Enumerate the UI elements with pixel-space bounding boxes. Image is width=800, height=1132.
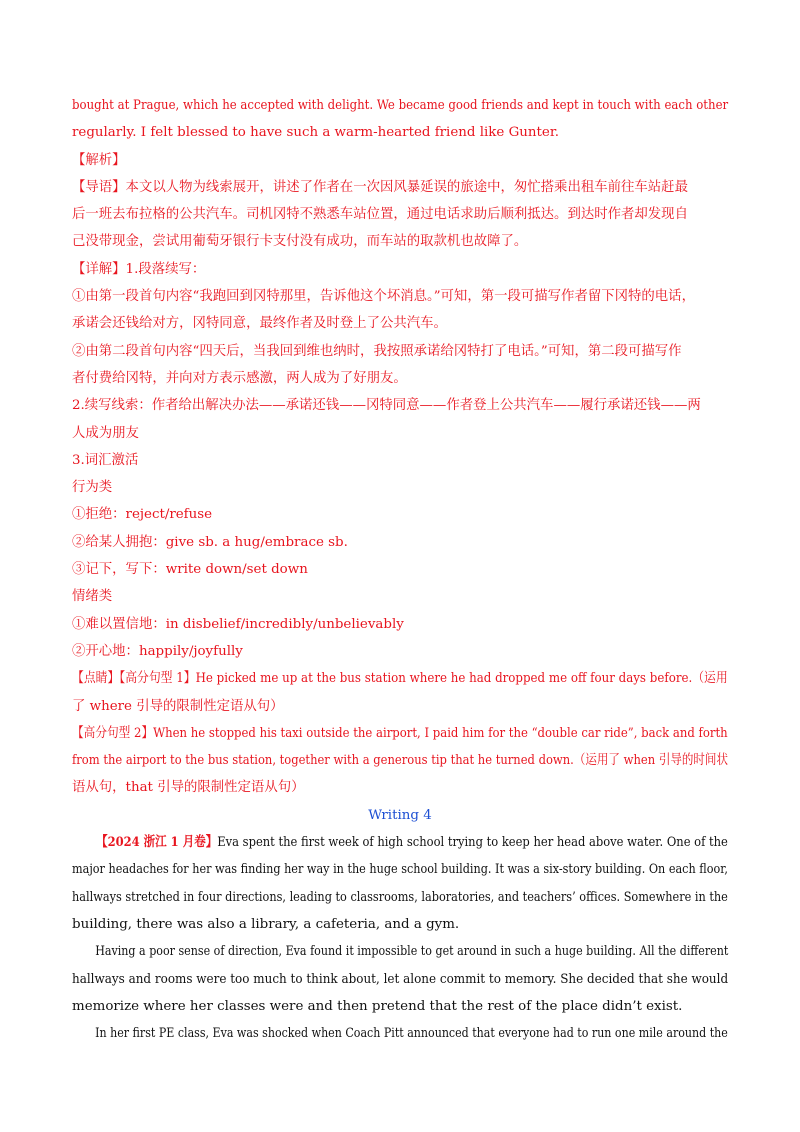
detail-line: 人成为朋友 bbox=[72, 425, 139, 441]
detail-line: ①由第一段首句内容“我跑回到冈特那里，告诉他这个坏消息。”可知，第一段可描写作者留下冈特的电话， bbox=[72, 289, 695, 305]
detail-line: ②由第二段首句内容“四天后，当我回到维也纳时，我按照承诺给冈特打了电话。”可知，第二段可描写作 bbox=[72, 343, 682, 359]
answer-tail bbox=[72, 92, 728, 147]
analysis-heading: 【解析】 bbox=[72, 152, 126, 168]
paragraph-line: In her first PE class, Eva was shocked when Coach Pitt announced that everyone had to run one mile around the bbox=[95, 1026, 728, 1042]
answer-line: bought at Prague, which he accepted with delight. We became good friends and kept in touch with each other bbox=[72, 98, 729, 113]
paragraph-line: building, there was also a library, a cafeteria, and a gym. bbox=[72, 916, 460, 932]
detail-line: ②开心地：happily/joyfully bbox=[72, 643, 243, 659]
section-title: Writing 4 bbox=[368, 807, 432, 823]
paragraph-line: major headaches for her was finding her way in the huge school building. It was a six-story building. On each floor, bbox=[72, 862, 728, 878]
answer-line: regularly. I felt blessed to have such a warm-hearted friend like Gunter. bbox=[72, 125, 560, 141]
detail-line: 2.续写线索：作者给出解决办法——承诺还钱——冈特同意——作者登上公共汽车——履行承诺还钱——两 bbox=[72, 398, 701, 414]
paragraph-line: hallways and rooms were too much to think about, let alone commit to memory. She decided that she would bbox=[72, 971, 729, 987]
highlight-line: 了 where 引导的限制性定语从句） bbox=[72, 698, 284, 714]
detail-line: 行为类 bbox=[72, 480, 113, 496]
highlight-line: 语从句，that 引导的限制性定语从句） bbox=[72, 780, 305, 796]
highlight-line: from the airport to the bus station, together with a generous tip that he turned down.（运用了 when 引导的时间状 bbox=[72, 753, 728, 769]
analysis-section bbox=[72, 147, 728, 802]
paragraph-text: Eva spent the first week of high school trying to keep her head above water. One of the bbox=[217, 835, 728, 851]
paragraph-line: memorize where her classes were and then pretend that the rest of the place didn’t exist. bbox=[72, 998, 683, 1014]
paragraph-line: Having a poor sense of direction, Eva found it impossible to get around in such a huge building. All the different bbox=[95, 944, 729, 960]
detail-line: ①难以置信地：in disbelief/incredibly/unbelievably bbox=[72, 616, 404, 632]
detail-line: ①拒绝：reject/refuse bbox=[72, 507, 213, 523]
paragraph-line: hallways stretched in four directions, leading to classrooms, laboratories, and teachers’ offices. Somewhere in the bbox=[72, 889, 728, 905]
detail-line: 3.词汇激活 bbox=[72, 452, 139, 468]
detail-line: 情绪类 bbox=[72, 589, 113, 605]
highlight-line: 【高分句型 2】When he stopped his taxi outside the airport, I paid him for the “double car ride”, back and forth bbox=[72, 725, 728, 741]
source-tag: 【2024 浙江 1 月卷】 bbox=[96, 834, 218, 851]
detail-line: ③记下，写下：write down/set down bbox=[72, 562, 308, 578]
detail-line: 者付费给冈特，并向对方表示感激，两人成为了好朋友。 bbox=[72, 370, 407, 386]
guide-line: 己没带现金，尝试用葡萄牙银行卡支付没有成功，而车站的取款机也故障了。 bbox=[72, 234, 528, 250]
detail-line: 承诺会还钱给对方，冈特同意，最终作者及时登上了公共汽车。 bbox=[72, 316, 447, 332]
paragraph-line bbox=[72, 829, 728, 856]
document-page bbox=[72, 92, 728, 1047]
detail-line: ②给某人拥抱：give sb. a hug/embrace sb. bbox=[72, 534, 348, 550]
guide-line: 后一班去布拉格的公共汽车。司机冈特不熟悉车站位置，通过电话求助后顺利抵达。到达时作者却发现自 bbox=[72, 207, 688, 223]
guide-line: 【导语】本文以人物为线索展开，讲述了作者在一次因风暴延误的旅途中，匆忙搭乘出租车前往车站赶最 bbox=[72, 179, 688, 195]
detail-line: 【详解】1.段落续写： bbox=[72, 261, 206, 277]
highlight-line: 【点睛】【高分句型 1】He picked me up at the bus station where he had dropped me off four days before.（运用 bbox=[72, 671, 728, 687]
writing4-section bbox=[72, 802, 728, 1048]
